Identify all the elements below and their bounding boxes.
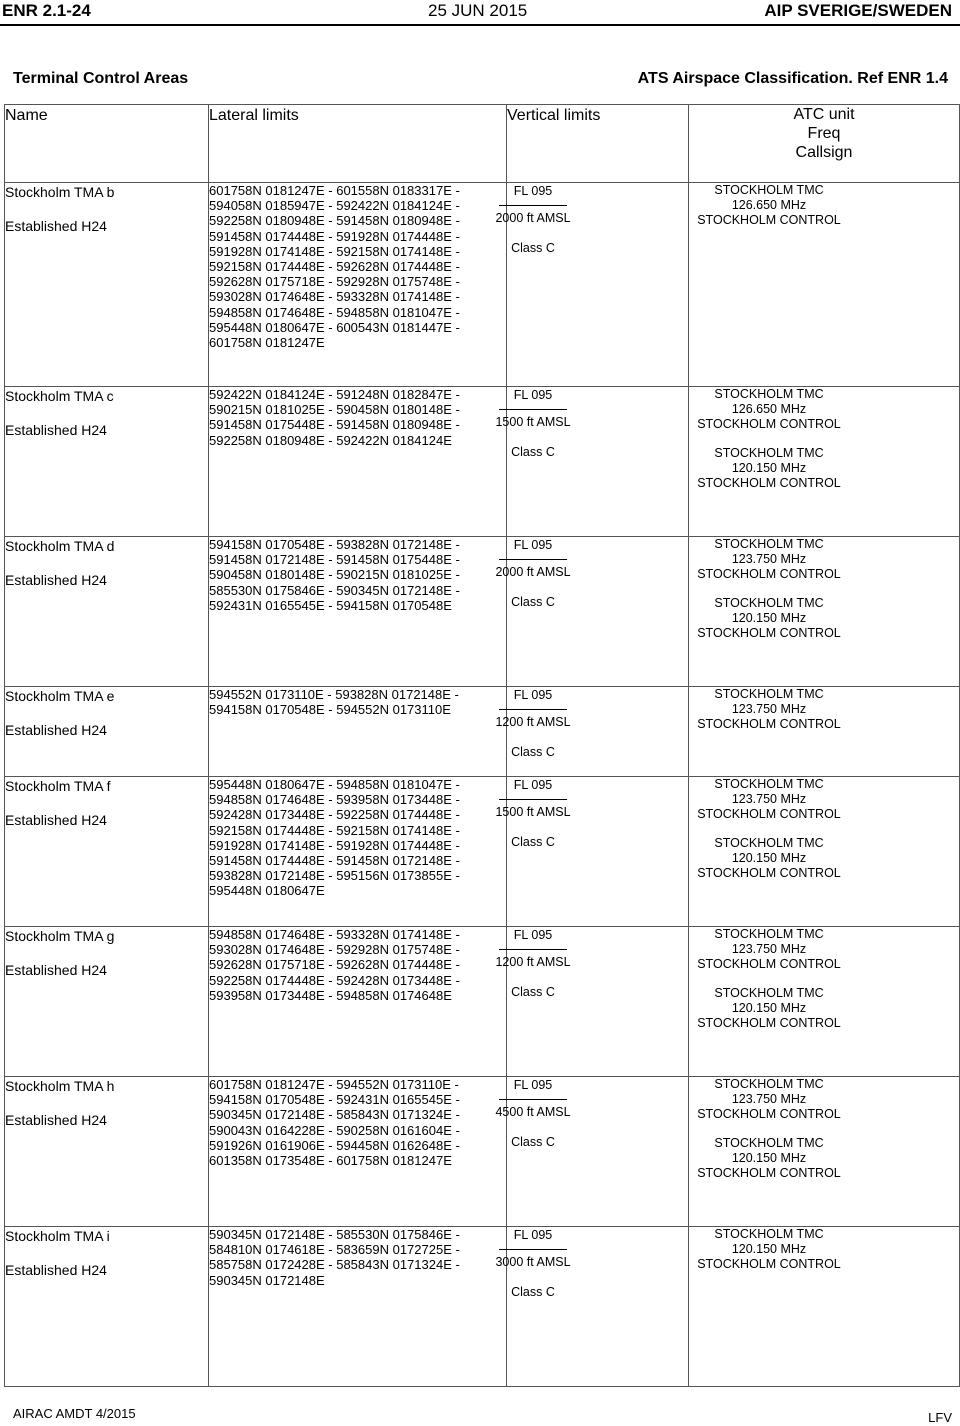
lateral-limit-line: 594552N 0173110E - 593828N 0172148E - xyxy=(209,687,459,702)
vertical-limits-cell xyxy=(495,1077,689,1227)
limit-divider xyxy=(499,949,567,950)
tma-name: Stockholm TMA f xyxy=(5,778,111,794)
table-body xyxy=(5,183,960,1387)
atc-unit-cell xyxy=(689,687,960,777)
established-hours: Established H24 xyxy=(5,722,107,738)
lateral-limit-line: 595448N 0180647E - 600543N 0181447E - xyxy=(209,319,460,335)
airspace-class: Class C xyxy=(511,745,555,759)
vertical-limits-cell xyxy=(495,387,689,537)
atc-callsign: STOCKHOLM CONTROL xyxy=(697,1165,841,1180)
atc-callsign: STOCKHOLM CONTROL xyxy=(697,1106,841,1121)
limit-divider xyxy=(499,1099,567,1100)
header-rule xyxy=(0,24,960,26)
atc-callsign: STOCKHOLM CONTROL xyxy=(697,806,841,821)
lateral-limit-line: 590215N 0181025E - 590458N 0180148E - xyxy=(209,402,460,418)
lateral-limit-line: 593028N 0174648E - 592928N 0175748E - xyxy=(209,942,460,958)
lateral-limit-line: 594858N 0174648E - 593328N 0174148E - xyxy=(209,927,460,942)
atc-callsign: STOCKHOLM CONTROL xyxy=(697,625,841,640)
header-vertical-limits: Vertical limits xyxy=(507,105,689,183)
airspace-class: Class C xyxy=(511,1285,555,1299)
limit-divider xyxy=(499,709,567,710)
lateral-limit-line: 593828N 0172148E - 595156N 0173855E - xyxy=(209,868,460,884)
table-row xyxy=(5,1227,960,1387)
lateral-limit-line: 592628N 0175718E - 592928N 0175748E - xyxy=(209,274,460,290)
tma-name: Stockholm TMA g xyxy=(5,928,115,944)
vertical-limits xyxy=(493,387,573,460)
limit-divider xyxy=(499,205,567,206)
vertical-limits xyxy=(493,687,573,760)
upper-limit: FL 095 xyxy=(513,184,553,198)
upper-limit: FL 095 xyxy=(513,778,553,792)
established-hours: Established H24 xyxy=(5,218,107,234)
atc-unit xyxy=(689,446,849,490)
lateral-limit-line: 591458N 0174448E - 591458N 0172148E - xyxy=(209,853,460,869)
atc-unit-name: STOCKHOLM TMC xyxy=(714,446,824,461)
vertical-limits xyxy=(493,1227,573,1300)
established-hours: Established H24 xyxy=(5,572,107,588)
lower-limit: 4500 ft AMSL xyxy=(495,1105,571,1119)
atc-unit xyxy=(689,537,849,581)
atc-unit-cell xyxy=(689,927,960,1077)
atc-unit xyxy=(689,927,849,971)
established-hours: Established H24 xyxy=(5,1112,107,1128)
upper-limit: FL 095 xyxy=(513,1228,553,1242)
lateral-limit-line: 592628N 0175718E - 592628N 0174448E - xyxy=(209,957,460,973)
atc-unit xyxy=(689,836,849,880)
header-atc-unit xyxy=(689,105,960,183)
vertical-limits xyxy=(493,537,573,610)
atc-frequency: 123.750 MHz xyxy=(731,551,807,566)
atc-unit-name: STOCKHOLM TMC xyxy=(714,387,824,401)
section-titles xyxy=(0,68,960,92)
tma-name: Stockholm TMA i xyxy=(5,1228,110,1244)
atc-frequency: 126.650 MHz xyxy=(731,401,807,416)
atc-unit-cell xyxy=(689,387,960,537)
lateral-limit-line: 591458N 0174448E - 591928N 0174448E - xyxy=(209,228,460,244)
established-hours: Established H24 xyxy=(5,962,107,978)
lateral-limit-line: 585530N 0175846E - 590345N 0172148E - xyxy=(209,582,460,598)
table-row xyxy=(5,183,960,387)
lateral-limits-cell xyxy=(209,183,507,387)
vertical-limits-cell xyxy=(495,1227,689,1387)
lateral-limit-line: 601358N 0173548E - 601758N 0181247E xyxy=(209,1153,452,1169)
atc-unit-cell xyxy=(689,1227,960,1387)
atc-frequency: 123.750 MHz xyxy=(731,701,807,716)
lateral-limit-line: 590345N 0172148E - 585530N 0175846E - xyxy=(209,1227,460,1242)
tma-name-cell xyxy=(5,1227,209,1387)
footer-publisher: LFV xyxy=(928,1410,952,1425)
tma-name: Stockholm TMA b xyxy=(5,184,115,200)
lateral-limit-line: 601758N 0181247E xyxy=(209,335,325,351)
lateral-limit-line: 590458N 0180148E - 590215N 0181025E - xyxy=(209,567,460,583)
lateral-limits-cell xyxy=(209,1077,507,1227)
lateral-limit-line: 590345N 0172148E xyxy=(209,1272,325,1288)
page-footer xyxy=(0,1404,960,1425)
lateral-limits-cell xyxy=(209,387,507,537)
doc-reference: ENR 2.1-24 xyxy=(2,1,91,20)
vertical-limits xyxy=(493,183,573,256)
atc-callsign: STOCKHOLM CONTROL xyxy=(697,475,841,490)
limit-divider xyxy=(499,1249,567,1250)
atc-unit xyxy=(689,1077,849,1121)
lateral-limit-line: 594158N 0170548E - 592431N 0165545E - xyxy=(209,1092,460,1108)
atc-unit-name: STOCKHOLM TMC xyxy=(714,1227,824,1241)
tma-name: Stockholm TMA d xyxy=(5,538,115,554)
atc-frequency: 120.150 MHz xyxy=(731,1151,807,1166)
atc-unit-cell xyxy=(689,183,960,387)
atc-unit-name: STOCKHOLM TMC xyxy=(714,1077,824,1091)
lower-limit: 2000 ft AMSL xyxy=(495,565,571,579)
lateral-limit-line: 601758N 0181247E - 601558N 0183317E - xyxy=(209,183,460,198)
vertical-limits-cell xyxy=(495,777,689,927)
atc-frequency: 120.150 MHz xyxy=(731,851,807,866)
atc-frequency: 123.750 MHz xyxy=(731,791,807,806)
classification-reference: ATS Airspace Classification. Ref ENR 1.4 xyxy=(637,70,948,87)
vertical-limits-cell xyxy=(495,183,689,387)
atc-frequency: 123.750 MHz xyxy=(731,941,807,956)
atc-frequency: 120.150 MHz xyxy=(731,461,807,476)
lateral-limit-line: 591458N 0175448E - 591458N 0180948E - xyxy=(209,417,460,433)
atc-unit-name: STOCKHOLM TMC xyxy=(714,927,824,941)
tma-name: Stockholm TMA e xyxy=(5,688,115,704)
tma-name-cell xyxy=(5,927,209,1077)
airspace-class: Class C xyxy=(511,241,555,255)
upper-limit: FL 095 xyxy=(513,538,553,552)
lateral-limit-line: 592422N 0184124E - 591248N 0182847E - xyxy=(209,387,460,402)
atc-frequency: 126.650 MHz xyxy=(731,197,807,212)
vertical-limits xyxy=(493,1077,573,1150)
limit-divider xyxy=(499,409,567,410)
atc-callsign: STOCKHOLM CONTROL xyxy=(697,416,841,431)
lateral-limits-cell xyxy=(209,927,507,1077)
table-row xyxy=(5,387,960,537)
established-hours: Established H24 xyxy=(5,1262,107,1278)
lateral-limits-cell xyxy=(209,777,507,927)
header-freq-label: Freq xyxy=(807,125,841,142)
lateral-limit-line: 592158N 0174448E - 592628N 0174448E - xyxy=(209,259,460,275)
lateral-limit-line: 595448N 0180647E xyxy=(209,883,325,899)
lateral-limit-line: 601758N 0181247E - 594552N 0173110E - xyxy=(209,1077,459,1092)
atc-unit-name: STOCKHOLM TMC xyxy=(714,687,824,701)
lateral-limit-line: 592158N 0174448E - 592158N 0174148E - xyxy=(209,822,460,838)
atc-callsign: STOCKHOLM CONTROL xyxy=(697,1015,841,1030)
atc-unit-name: STOCKHOLM TMC xyxy=(714,183,824,197)
lateral-limit-line: 593958N 0173448E - 594858N 0174648E xyxy=(209,987,452,1003)
table-row xyxy=(5,927,960,1077)
limit-divider xyxy=(499,799,567,800)
atc-unit-name: STOCKHOLM TMC xyxy=(714,836,824,851)
lateral-limits-cell xyxy=(209,537,507,687)
header-name: Name xyxy=(5,105,209,183)
atc-unit-cell xyxy=(689,777,960,927)
page-header xyxy=(0,0,960,24)
tma-table xyxy=(4,104,960,1387)
lateral-limit-line: 593028N 0174648E - 593328N 0174148E - xyxy=(209,289,460,305)
vertical-limits-cell xyxy=(495,927,689,1077)
atc-unit xyxy=(689,986,849,1030)
lateral-limit-line: 594858N 0174648E - 593958N 0173448E - xyxy=(209,792,460,808)
lower-limit: 1500 ft AMSL xyxy=(495,805,571,819)
header-lateral-limits: Lateral limits xyxy=(209,105,507,183)
established-hours: Established H24 xyxy=(5,422,107,438)
header-atc-unit-label: ATC unit xyxy=(793,106,855,123)
lateral-limit-line: 592428N 0173448E - 592258N 0174448E - xyxy=(209,807,460,823)
upper-limit: FL 095 xyxy=(513,928,553,942)
atc-unit xyxy=(689,687,849,731)
atc-callsign: STOCKHOLM CONTROL xyxy=(697,566,841,581)
lateral-limit-line: 594058N 0185947E - 592422N 0184124E - xyxy=(209,198,460,214)
atc-frequency: 123.750 MHz xyxy=(731,1091,807,1106)
lower-limit: 1200 ft AMSL xyxy=(495,715,571,729)
airspace-class: Class C xyxy=(511,595,555,609)
publication-date: 25 JUN 2015 xyxy=(428,1,528,20)
lower-limit: 1500 ft AMSL xyxy=(495,415,571,429)
lateral-limit-line: 584810N 0174618E - 583659N 0172725E - xyxy=(209,1242,460,1258)
upper-limit: FL 095 xyxy=(513,688,553,702)
tma-name-cell xyxy=(5,537,209,687)
lower-limit: 2000 ft AMSL xyxy=(495,211,571,225)
tma-name-cell xyxy=(5,1077,209,1227)
atc-callsign: STOCKHOLM CONTROL xyxy=(697,1256,841,1271)
atc-unit-cell xyxy=(689,537,960,687)
table-row xyxy=(5,687,960,777)
atc-unit-name: STOCKHOLM TMC xyxy=(714,986,824,1001)
lateral-limits-cell xyxy=(209,1227,507,1387)
atc-unit-cell xyxy=(689,1077,960,1227)
vertical-limits xyxy=(493,927,573,1000)
tma-name-cell xyxy=(5,687,209,777)
atc-callsign: STOCKHOLM CONTROL xyxy=(697,716,841,731)
atc-unit-name: STOCKHOLM TMC xyxy=(714,596,824,611)
table-header-row xyxy=(5,105,960,183)
lateral-limit-line: 592258N 0180948E - 591458N 0180948E - xyxy=(209,213,460,229)
tma-name: Stockholm TMA c xyxy=(5,388,114,404)
atc-frequency: 120.150 MHz xyxy=(731,611,807,626)
header-callsign-label: Callsign xyxy=(795,144,853,161)
table-row xyxy=(5,1077,960,1227)
lower-limit: 1200 ft AMSL xyxy=(495,955,571,969)
lateral-limit-line: 590043N 0164228E - 590258N 0161604E - xyxy=(209,1122,460,1138)
atc-callsign: STOCKHOLM CONTROL xyxy=(697,212,841,227)
publisher-title: AIP SVERIGE/SWEDEN xyxy=(764,1,952,20)
airspace-class: Class C xyxy=(511,835,555,849)
lateral-limit-line: 592258N 0180948E - 592422N 0184124E xyxy=(209,432,452,448)
atc-callsign: STOCKHOLM CONTROL xyxy=(697,956,841,971)
table-row xyxy=(5,537,960,687)
table-row xyxy=(5,777,960,927)
upper-limit: FL 095 xyxy=(513,388,553,402)
lateral-limit-line: 591458N 0172148E - 591458N 0175448E - xyxy=(209,552,460,568)
lateral-limit-line: 590345N 0172148E - 585843N 0171324E - xyxy=(209,1107,460,1123)
airspace-class: Class C xyxy=(511,985,555,999)
established-hours: Established H24 xyxy=(5,812,107,828)
lateral-limit-line: 594158N 0170548E - 594552N 0173110E xyxy=(209,702,451,718)
amendment-reference: AIRAC AMDT 4/2015 xyxy=(13,1406,136,1421)
upper-limit: FL 095 xyxy=(513,1078,553,1092)
lateral-limits-cell xyxy=(209,687,507,777)
lateral-limit-line: 585758N 0172428E - 585843N 0171324E - xyxy=(209,1257,460,1273)
airspace-class: Class C xyxy=(511,1135,555,1149)
atc-frequency: 120.150 MHz xyxy=(731,1001,807,1016)
atc-unit xyxy=(689,1136,849,1180)
atc-unit xyxy=(689,183,849,227)
atc-callsign: STOCKHOLM CONTROL xyxy=(697,865,841,880)
atc-unit xyxy=(689,1227,849,1271)
airspace-class: Class C xyxy=(511,445,555,459)
tma-name-cell xyxy=(5,777,209,927)
lateral-limit-line: 591926N 0161906E - 594458N 0162648E - xyxy=(209,1137,460,1153)
tma-name-cell xyxy=(5,183,209,387)
vertical-limits-cell xyxy=(495,687,689,777)
vertical-limits-cell xyxy=(495,537,689,687)
vertical-limits xyxy=(493,777,573,850)
lateral-limit-line: 592258N 0174448E - 592428N 0173448E - xyxy=(209,972,460,988)
lower-limit: 3000 ft AMSL xyxy=(495,1255,571,1269)
atc-unit xyxy=(689,777,849,821)
lateral-limit-line: 592431N 0165545E - 594158N 0170548E xyxy=(209,597,452,613)
atc-unit-name: STOCKHOLM TMC xyxy=(714,777,824,791)
atc-unit xyxy=(689,596,849,640)
atc-unit-name: STOCKHOLM TMC xyxy=(714,1136,824,1151)
tma-name: Stockholm TMA h xyxy=(5,1078,115,1094)
lateral-limit-line: 595448N 0180647E - 594858N 0181047E - xyxy=(209,777,460,792)
limit-divider xyxy=(499,559,567,560)
lateral-limit-line: 594858N 0174648E - 594858N 0181047E - xyxy=(209,304,460,320)
lateral-limit-line: 591928N 0174148E - 592158N 0174148E - xyxy=(209,243,460,259)
section-title: Terminal Control Areas xyxy=(13,70,189,87)
tma-name-cell xyxy=(5,387,209,537)
atc-unit-name: STOCKHOLM TMC xyxy=(714,537,824,551)
atc-frequency: 120.150 MHz xyxy=(731,1241,807,1256)
lateral-limit-line: 591928N 0174148E - 591928N 0174448E - xyxy=(209,837,460,853)
atc-unit xyxy=(689,387,849,431)
lateral-limit-line: 594158N 0170548E - 593828N 0172148E - xyxy=(209,537,460,552)
